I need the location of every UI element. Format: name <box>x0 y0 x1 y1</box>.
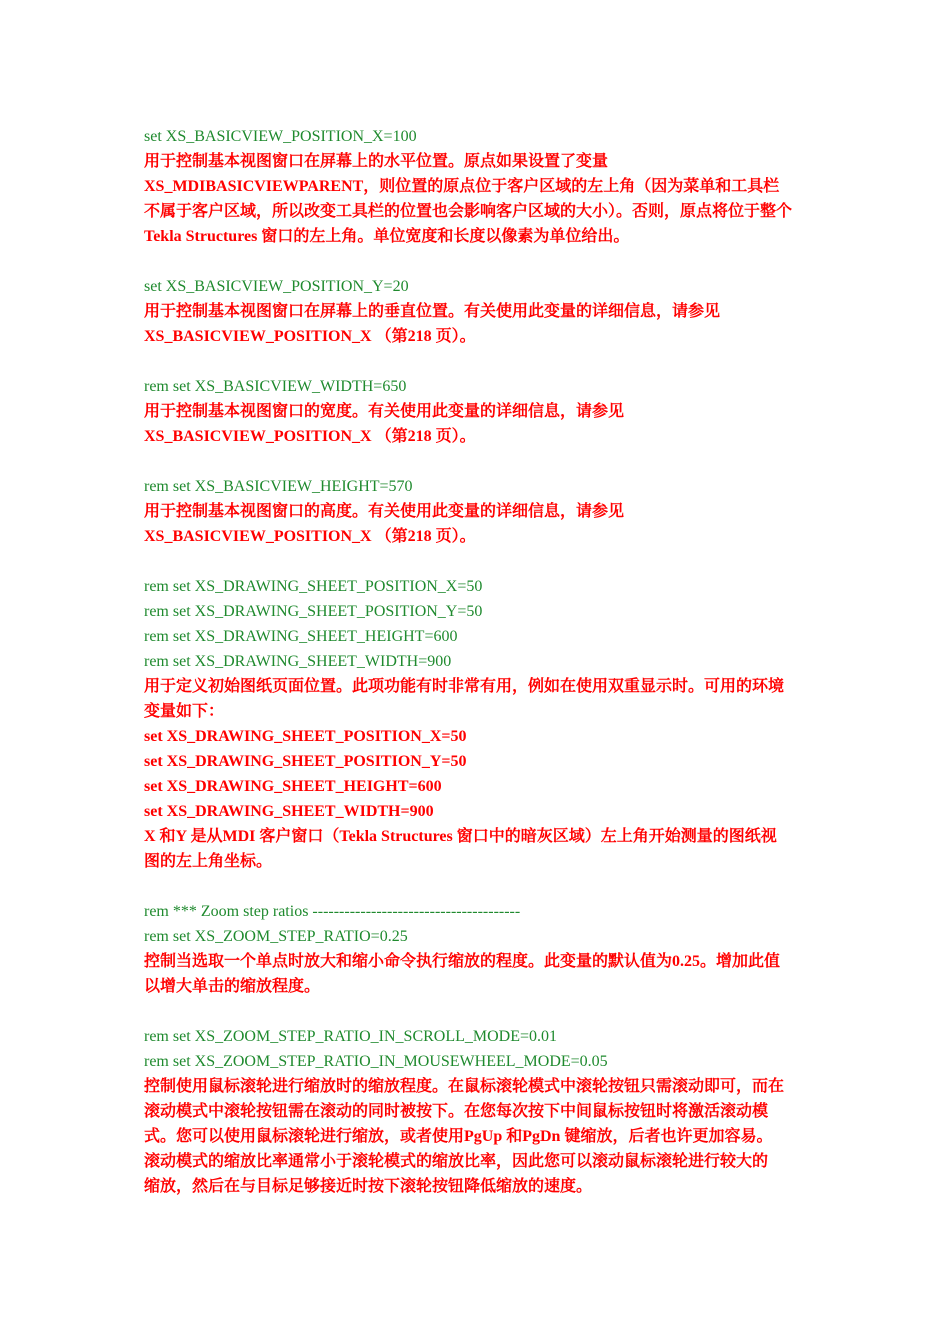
config-block <box>144 374 814 449</box>
description-line: 滚动模式的缩放比率通常小于滚轮模式的缩放比率，因此您可以滚动鼠标滚轮进行较大的 <box>144 1153 769 1170</box>
description-line: 以增大单击的缩放程度。 <box>144 978 321 995</box>
code-line: rem set XS_ZOOM_STEP_RATIO_IN_MOUSEWHEEL_MODE=0.05 <box>144 1053 608 1070</box>
description-line: 变量如下： <box>144 703 225 720</box>
description-line: 图的左上角坐标。 <box>144 853 273 870</box>
spacer <box>144 449 814 474</box>
code-line: rem set XS_DRAWING_SHEET_POSITION_Y=50 <box>144 603 483 620</box>
spacer <box>144 249 814 274</box>
description-line: 不属于客户区域，所以改变工具栏的位置也会影响客户区域的大小）。否则，原点将位于整个 <box>144 203 793 220</box>
description-line: 用于控制基本视图窗口在屏幕上的垂直位置。有关使用此变量的详细信息，请参见 <box>144 303 721 320</box>
spacer <box>144 349 814 374</box>
description-line: Tekla Structures 窗口的左上角。单位宽度和长度以像素为单位给出。 <box>144 228 630 245</box>
code-line: rem set XS_DRAWING_SHEET_WIDTH=900 <box>144 653 452 670</box>
description-line: XS_BASICVIEW_POSITION_X （第218 页）。 <box>144 528 476 545</box>
code-line: set XS_BASICVIEW_POSITION_Y=20 <box>144 278 409 295</box>
description-line: set XS_DRAWING_SHEET_POSITION_X=50 <box>144 728 467 745</box>
description-line: set XS_DRAWING_SHEET_HEIGHT=600 <box>144 778 442 795</box>
config-block <box>144 1024 814 1199</box>
description-line: XS_BASICVIEW_POSITION_X （第218 页）。 <box>144 428 476 445</box>
description-line: 用于控制基本视图窗口的高度。有关使用此变量的详细信息，请参见 <box>144 503 625 520</box>
document-page <box>144 124 814 1199</box>
code-line: rem set XS_BASICVIEW_WIDTH=650 <box>144 378 407 395</box>
config-block <box>144 574 814 874</box>
description-line: 式。您可以使用鼠标滚轮进行缩放，或者使用PgUp 和PgDn 键缩放，后者也许更加容易。 <box>144 1128 773 1145</box>
code-line: rem set XS_ZOOM_STEP_RATIO=0.25 <box>144 928 408 945</box>
spacer <box>144 549 814 574</box>
description-line: set XS_DRAWING_SHEET_WIDTH=900 <box>144 803 434 820</box>
code-line: rem set XS_BASICVIEW_HEIGHT=570 <box>144 478 413 495</box>
spacer <box>144 874 814 899</box>
description-line: 控制当选取一个单点时放大和缩小命令执行缩放的程度。此变量的默认值为0.25。增加此值 <box>144 953 781 970</box>
code-line: rem set XS_DRAWING_SHEET_POSITION_X=50 <box>144 578 483 595</box>
config-block <box>144 274 814 349</box>
code-line: rem set XS_ZOOM_STEP_RATIO_IN_SCROLL_MODE=0.01 <box>144 1028 558 1045</box>
description-line: 用于定义初始图纸页面位置。此项功能有时非常有用，例如在使用双重显示时。可用的环境 <box>144 678 785 695</box>
config-block <box>144 899 814 999</box>
description-line: XS_BASICVIEW_POSITION_X （第218 页）。 <box>144 328 476 345</box>
spacer <box>144 999 814 1024</box>
code-line: rem *** Zoom step ratios --------------------------------------- <box>144 903 521 920</box>
config-block <box>144 474 814 549</box>
config-block <box>144 124 814 249</box>
description-line: 滚动模式中滚轮按钮需在滚动的同时被按下。在您每次按下中间鼠标按钮时将激活滚动模 <box>144 1103 769 1120</box>
description-line: X 和Y 是从MDI 客户窗口（Tekla Structures 窗口中的暗灰区域）左上角开始测量的图纸视 <box>144 828 777 845</box>
description-line: XS_MDIBASICVIEWPARENT，则位置的原点位于客户区域的左上角（因为菜单和工具栏 <box>144 178 780 195</box>
description-line: 用于控制基本视图窗口在屏幕上的水平位置。原点如果设置了变量 <box>144 153 609 170</box>
description-line: set XS_DRAWING_SHEET_POSITION_Y=50 <box>144 753 467 770</box>
code-line: rem set XS_DRAWING_SHEET_HEIGHT=600 <box>144 628 458 645</box>
description-line: 控制使用鼠标滚轮进行缩放时的缩放程度。在鼠标滚轮模式中滚轮按钮只需滚动即可，而在 <box>144 1078 785 1095</box>
description-line: 用于控制基本视图窗口的宽度。有关使用此变量的详细信息，请参见 <box>144 403 625 420</box>
code-line: set XS_BASICVIEW_POSITION_X=100 <box>144 128 417 145</box>
description-line: 缩放，然后在与目标足够接近时按下滚轮按钮降低缩放的速度。 <box>144 1178 593 1195</box>
